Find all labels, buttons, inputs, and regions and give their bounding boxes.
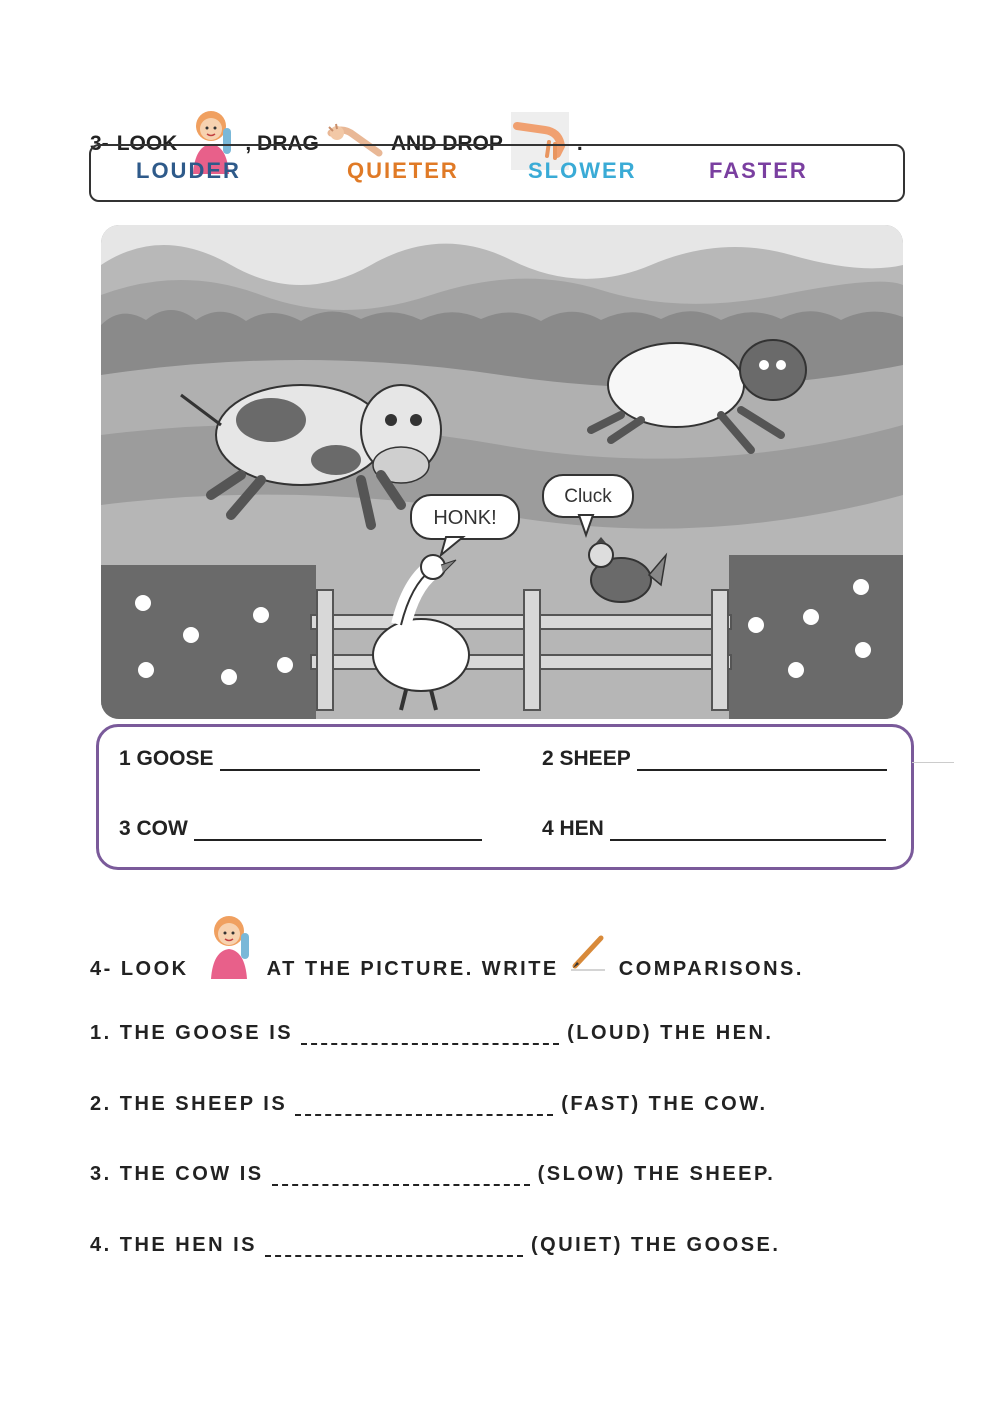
exercise-3-number: 3- (90, 132, 109, 155)
answer-label-goose: 1 GOOSE (119, 747, 214, 770)
sentence-2-start: 2. THE SHEEP IS (90, 1093, 288, 1115)
farm-scene-image (101, 225, 903, 719)
cluck-speech-text: Cluck (564, 486, 612, 507)
pencil-icon (569, 932, 609, 978)
sentence-3 (90, 1163, 775, 1186)
sentence-1-start: 1. THE GOOSE IS (90, 1022, 294, 1044)
look-word: LOOK (116, 132, 178, 155)
word-louder[interactable]: LOUDER (136, 158, 241, 183)
sentence-1-end: (LOUD) THE HEN. (567, 1022, 774, 1044)
answer-label-cow: 3 COW (119, 817, 188, 840)
answer-row-hen (542, 817, 886, 841)
answer-drop-zone-hen[interactable] (610, 819, 886, 841)
period: . (576, 132, 583, 155)
exercise-4-instruction (90, 953, 804, 985)
drop-word: AND DROP (390, 132, 503, 155)
answer-row-goose (119, 747, 480, 771)
answer-label-hen: 4 HEN (542, 817, 604, 840)
sentence-4 (90, 1234, 780, 1257)
sentence-3-start: 3. THE COW IS (90, 1163, 264, 1185)
answer-drop-zone-cow[interactable] (194, 819, 482, 841)
word-slower[interactable]: SLOWER (528, 158, 637, 183)
answer-row-sheep (542, 747, 887, 771)
exercise-4-middle: AT THE PICTURE. WRITE (266, 957, 559, 980)
sentence-4-start: 4. THE HEN IS (90, 1234, 257, 1256)
answer-row-cow (119, 817, 482, 841)
sentence-4-end: (QUIET) THE GOOSE. (530, 1234, 781, 1256)
answer-box (96, 724, 914, 870)
sentence-3-answer-field[interactable] (272, 1166, 530, 1186)
drag-word: , DRAG (245, 132, 319, 155)
word-bank (89, 144, 905, 202)
honk-speech-text: HONK! (433, 507, 497, 529)
sentence-1-answer-field[interactable] (301, 1025, 559, 1045)
girl-looking-icon (203, 913, 255, 985)
exercise-4-look: 4- LOOK (90, 957, 189, 980)
answer-drop-zone-goose[interactable] (220, 749, 480, 771)
sentence-2-end: (FAST) THE COW. (561, 1093, 768, 1115)
answer-drop-zone-sheep[interactable] (637, 749, 887, 771)
answer-label-sheep: 2 SHEEP (542, 747, 631, 770)
divider (912, 762, 954, 763)
sentence-2-answer-field[interactable] (295, 1096, 553, 1116)
word-faster[interactable]: FASTER (709, 158, 808, 183)
sentence-2 (90, 1093, 768, 1116)
sentence-4-answer-field[interactable] (265, 1237, 523, 1257)
sentence-1 (90, 1022, 774, 1045)
exercise-4-suffix: COMPARISONS. (618, 957, 804, 980)
sentence-3-end: (SLOW) THE SHEEP. (537, 1163, 776, 1185)
word-quieter[interactable]: QUIETER (347, 158, 459, 183)
